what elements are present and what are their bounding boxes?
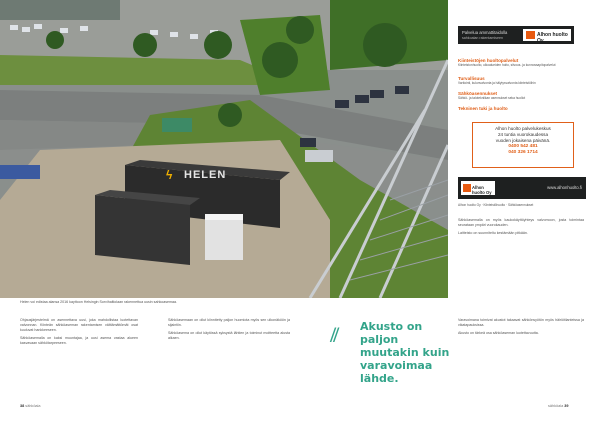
page-number-left: 38 [20,404,25,408]
contact-box [472,122,574,168]
footer-right [548,404,569,408]
article-column-3 [458,318,584,339]
building-sign-text: HELEN [184,169,227,181]
lightning-logo-icon: ϟ [166,168,173,182]
paragraph: Sähköasemaan on ollut kiinnitetty paljon huomiota myös sen ulkonäköön ja sijaintiin. [168,318,290,328]
paragraph: Akusto on tärkeä osa sähköaseman luotettavuutta. [458,331,539,336]
service-item [458,91,582,100]
footer-label-right: sähköala [548,404,564,408]
ad-top-line1: Palvelua ammattitaidolla [462,30,508,35]
article-column-2 [168,318,290,344]
footer-left [20,404,41,408]
service-head: Turvallisuus [458,76,485,81]
ad-top-brand [523,29,571,44]
pull-quote-text: Akusto on paljon muutakin kuin varavoimaa lähde. [360,320,450,385]
service-body: Kiinteistonhuolto, ulkoalueiden hoito, siivous- ja kunnossapitopalvelut [458,63,556,68]
paragraph: Laitteisto on suunniteltu kestämään pitkään. [458,231,528,236]
brand-logo-icon [463,184,471,192]
paragraph: Ohjausjärjestelmä on asennettava uusi, joka mahdollistaa luotettavan valvonnan. Kiinteän sähköaseman rakentamisen välttämättömät osat kuuluvat hankkeeseen. [20,318,138,333]
service-item [458,106,582,111]
page-number-right: 39 [564,404,569,408]
footer-label-left: sähköala [25,404,41,408]
paragraph: Sähköasemalla on kaksi muuntajaa, ja uusi asema vastaa alueen kasvavaan sähkötarpeeseen. [20,336,138,346]
contact-line3: vuoden jokaisena päivänä. [495,138,551,143]
sidebar-ad-column [448,0,600,298]
article-column-1 [20,318,138,349]
ad-top-line2: sahkoalan rakentamiseen [462,36,503,40]
ad-bottom-brand-name: Alhon huolto Oy [472,185,492,195]
contact-phone1[interactable]: 0400 542 481 [508,144,538,149]
ad-banner-bottom[interactable] [458,177,586,199]
service-item [458,58,582,67]
quote-mark-icon: // [330,322,337,347]
ad-small-print: Alhon huolto Oy · Kiinteistöhuolto · Sähköasennukset [458,203,534,207]
article-column-4 [458,218,584,239]
photo-caption: Helen voi edistaa alansa 2016 kayttoon Helsingin Sorvihaltiolaan rakennettua uusin sahkoasemaa. [20,300,178,304]
building-sign [166,168,246,182]
service-head: Tekninen tuki ja huolto [458,106,508,111]
paragraph: Varavoimana toimivat akustot takaavat sähkönsyötön myös häiriötilanteissa ja vikatapauksissa. [458,318,584,328]
service-head: Kiinteistöjen huoltopalvelut [458,58,519,63]
service-body: Vartiointi, kulunvalvonta ja hälytysvalvonta kiinteistöihin [458,81,536,86]
paragraph: Sähköasema on ollut käytössä syksystä lähtien ja toiminut moitteetta alusta alkaen. [168,331,290,341]
ad-banner-top[interactable] [458,26,574,44]
ad-top-brand-name: Alhon huolto Oy [537,32,568,44]
service-head: Sähköasennukset [458,91,498,96]
service-body: Sähkö- ja talotekniikan asennukset seka huollot [458,96,526,101]
contact-line2: 24 tuntia vuorokaudessa [497,132,549,137]
service-item [458,76,582,85]
ad-bottom-url[interactable]: www.alhonhuolto.fi [547,185,582,190]
brand-logo-icon [526,31,535,39]
contact-phone2[interactable]: 040 326 1714 [508,150,538,156]
ad-bottom-brand [461,181,495,195]
paragraph: Sähköasemalla on myös kaukokäyttöyhteys valvomoon, josta toimintaa seurataan ympäri vuorokauden. [458,218,584,228]
contact-line1: Alhon huolto palvelukeskus [495,126,551,131]
